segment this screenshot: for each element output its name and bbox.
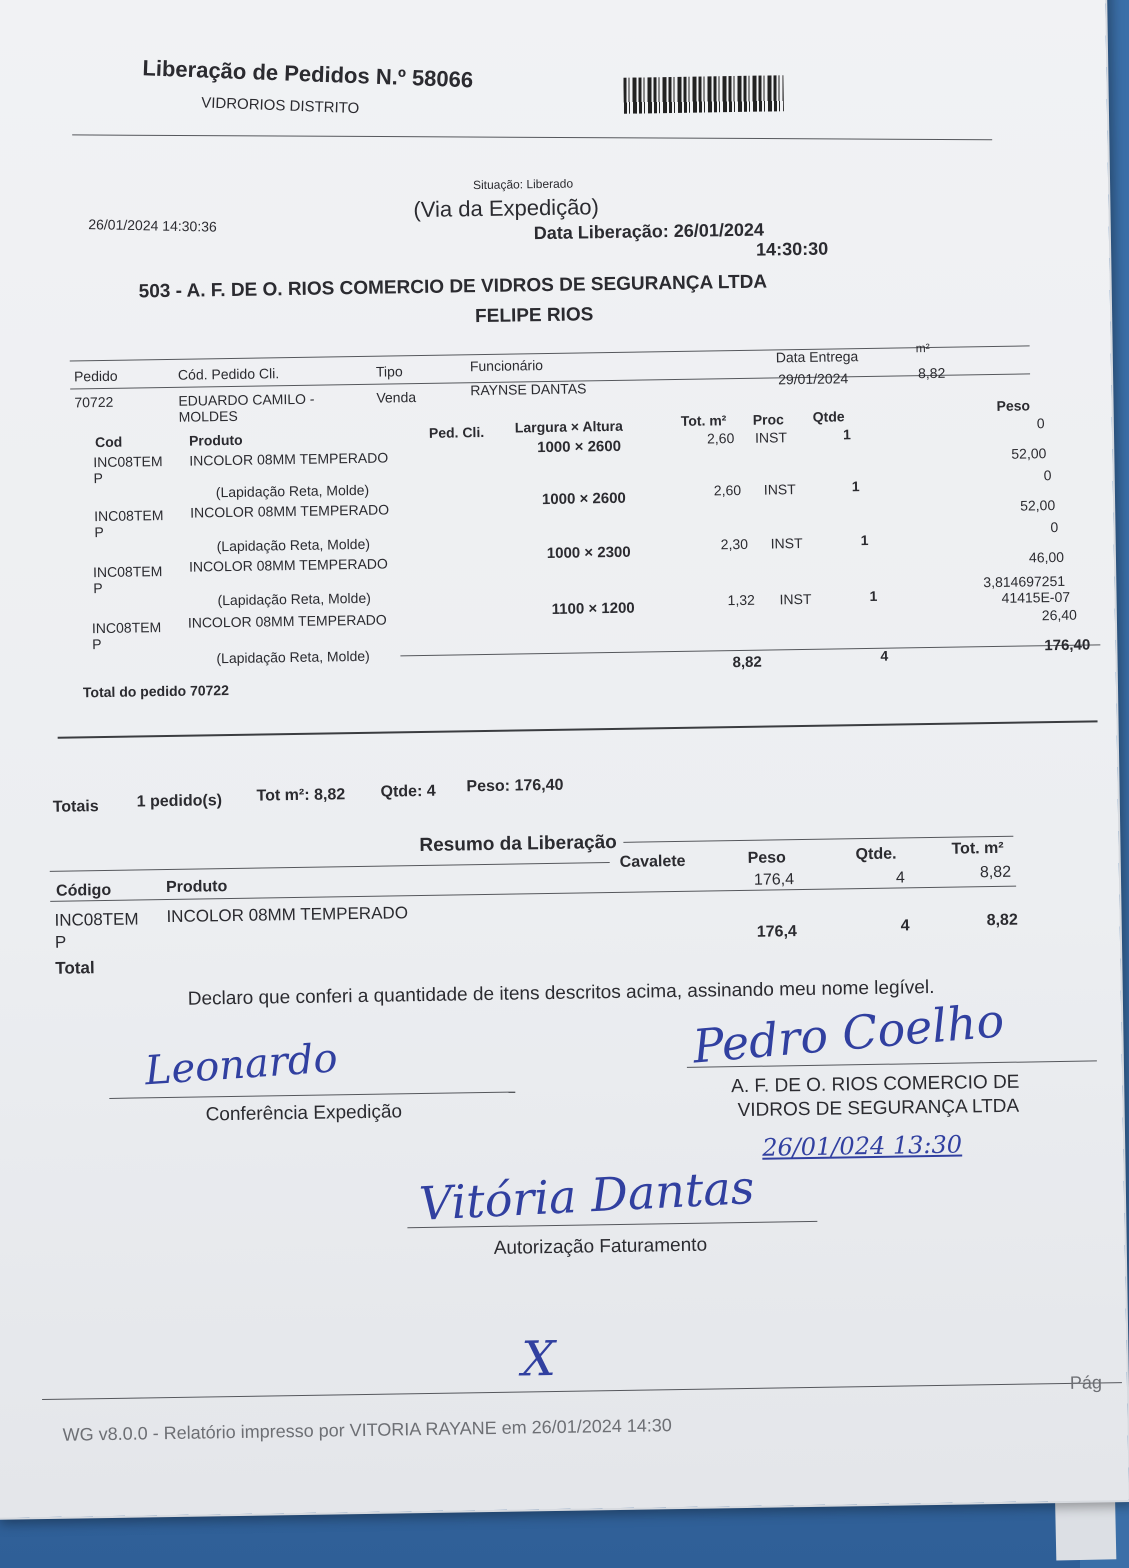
order-total-label: Total do pedido 70722 xyxy=(82,682,230,701)
summary-total-tot-m2: 8,82 xyxy=(986,911,1018,930)
barcode xyxy=(623,75,784,114)
print-timestamp: 26/01/2024 14:30:36 xyxy=(88,216,217,235)
item-code-suffix: P xyxy=(92,636,102,653)
item-peso: 52,00 xyxy=(1020,497,1056,514)
item-code-suffix: P xyxy=(93,579,103,597)
document-title: Liberação de Pedidos N.º 58066 xyxy=(142,55,474,93)
summary-col-codigo: Código xyxy=(55,881,112,900)
summary-col-produto: Produto xyxy=(165,878,228,897)
summary-col-cavalete: Cavalete xyxy=(619,852,686,871)
company-name: VIDRORIOS DISTRITO xyxy=(200,94,360,118)
cliente-label-line1: A. F. DE O. RIOS COMERCIO DE xyxy=(731,1071,1020,1098)
summary-row-code: INC08TEM xyxy=(54,909,139,930)
summary-row-product: INCOLOR 08MM TEMPERADO xyxy=(166,903,409,927)
divider xyxy=(58,720,1098,738)
summary-row-peso: 176,4 xyxy=(753,871,795,889)
col-funcionario: Funcionário xyxy=(469,357,544,375)
totals-weight: Peso: 176,40 xyxy=(466,776,564,796)
item-peso-a-cont: 41415E-07 xyxy=(1001,588,1071,606)
release-time: 14:30:30 xyxy=(755,238,829,260)
items-col-tot-m2: Tot. m² xyxy=(680,412,727,429)
item-dimensions: 1000 × 2600 xyxy=(541,489,626,509)
item-peso: 26,40 xyxy=(1041,606,1078,624)
summary-row-tot-m2: 8,82 xyxy=(979,863,1012,882)
item-qtde: 1 xyxy=(842,426,851,443)
summary-total-qtde: 4 xyxy=(900,917,910,935)
signature-faturamento: Vitória Dantas xyxy=(417,1160,756,1231)
items-col-proc: Proc xyxy=(752,411,784,428)
item-dimensions: 1000 × 2600 xyxy=(537,437,622,457)
item-code: INC08TEM xyxy=(93,453,163,471)
totals-m2: Tot m²: 8,82 xyxy=(256,786,346,805)
item-code: INC08TEM xyxy=(91,619,162,637)
order-total-qtde: 4 xyxy=(880,647,889,664)
items-col-ped-cli: Ped. Cli. xyxy=(428,423,485,441)
status-label: Situação: Liberado xyxy=(472,176,574,193)
summary-col-tot-m2: Tot. m² xyxy=(951,839,1004,858)
item-peso-a: 0 xyxy=(1050,518,1059,536)
item-peso: 52,00 xyxy=(1011,445,1047,462)
cliente-label-line2: VIDROS DE SEGURANÇA LTDA xyxy=(737,1095,1020,1122)
order-type: Venda xyxy=(376,389,417,406)
summary-row-qtde: 4 xyxy=(895,869,906,887)
summary-total-label: Total xyxy=(55,958,95,978)
item-product: INCOLOR 08MM TEMPERADO xyxy=(189,449,389,469)
item-proc: INST xyxy=(770,534,803,552)
item-dimensions: 1100 × 1200 xyxy=(551,599,635,618)
col-cod-pedido-cli: Cód. Pedido Cli. xyxy=(177,365,280,383)
release-date: Data Liberação: 26/01/2024 xyxy=(533,219,765,244)
item-code-suffix: P xyxy=(93,469,104,487)
divider xyxy=(42,1382,1122,1400)
items-col-cod: Cod xyxy=(94,433,123,451)
item-code: INC08TEM xyxy=(92,563,163,581)
footer-printed-by: WG v8.0.0 - Relatório impresso por VITORIA RAYANE em 26/01/2024 14:30 xyxy=(62,1415,672,1445)
item-peso-a: 3,814697251 xyxy=(983,572,1066,591)
totals-label: Totais xyxy=(52,798,99,816)
items-col-produto: Produto xyxy=(188,431,243,449)
item-dimensions: 1000 × 2300 xyxy=(546,543,631,563)
col-data-entrega: Data Entrega xyxy=(775,348,859,366)
divider xyxy=(70,345,1030,361)
conferencia-label: Conferência Expedição xyxy=(205,1101,403,1126)
order-number: 70722 xyxy=(74,393,114,411)
divider xyxy=(72,134,992,140)
item-code: INC08TEM xyxy=(94,507,164,525)
summary-col-qtde: Qtde. xyxy=(855,845,897,864)
signature-cliente: Pedro Coelho xyxy=(690,993,1007,1074)
item-peso-a: 0 xyxy=(1036,415,1045,432)
handwritten-x-mark: X xyxy=(521,1330,557,1388)
order-m2: 8,82 xyxy=(917,364,946,382)
item-proc: INST xyxy=(779,590,812,608)
summary-row-code-suffix: P xyxy=(54,932,67,952)
copy-type: (Via da Expedição) xyxy=(413,194,600,223)
col-m2: m² xyxy=(915,340,930,356)
item-product: INCOLOR 08MM TEMPERADO xyxy=(188,555,388,575)
items-col-peso: Peso xyxy=(996,397,1031,414)
item-proc: INST xyxy=(754,429,788,446)
item-qtde: 1 xyxy=(851,478,860,495)
col-tipo: Tipo xyxy=(375,363,403,380)
order-total-m2: 8,82 xyxy=(732,653,762,672)
item-qtde: 1 xyxy=(860,531,869,549)
item-qtde: 1 xyxy=(869,587,878,604)
item-tot-m2: 2,60 xyxy=(713,481,742,499)
order-employee: RAYNSE DANTAS xyxy=(470,380,587,399)
totals-orders: 1 pedido(s) xyxy=(136,792,223,811)
item-peso-a: 0 xyxy=(1043,467,1052,484)
summary-col-peso: Peso xyxy=(747,849,787,867)
item-tot-m2: 1,32 xyxy=(727,591,755,609)
handwritten-date: 26/01/024 13:30 xyxy=(761,1130,963,1162)
col-pedido: Pedido xyxy=(73,367,118,385)
footer-page: Pág xyxy=(1069,1372,1103,1393)
declaration-text: Declaro que conferi a quantidade de itens descritos acima, assinando meu nome legível. xyxy=(187,976,935,1010)
signature-conferencia: Leonardo xyxy=(143,1035,339,1095)
order-client-ref: EDUARDO CAMILO - xyxy=(178,390,315,409)
customer-name: 503 - A. F. DE O. RIOS COMERCIO DE VIDROS DE SEGURANÇA LTDA xyxy=(138,271,768,303)
order-client-ref-2: MOLDES xyxy=(178,407,238,425)
item-tot-m2: 2,30 xyxy=(720,535,749,553)
order-delivery-date: 29/01/2024 xyxy=(777,370,849,388)
item-peso: 46,00 xyxy=(1028,548,1065,566)
item-obs: (Lapidação Reta, Molde) xyxy=(216,535,371,555)
item-obs: (Lapidação Reta, Molde) xyxy=(215,481,370,501)
divider xyxy=(50,862,610,872)
customer-contact: FELIPE RIOS xyxy=(474,304,594,328)
faturamento-label: Autorização Faturamento xyxy=(493,1234,708,1259)
totals-qtde: Qtde: 4 xyxy=(380,782,436,801)
item-proc: INST xyxy=(763,481,796,498)
item-tot-m2: 2,60 xyxy=(706,430,735,447)
items-col-qtde: Qtde xyxy=(812,408,845,425)
item-obs: (Lapidação Reta, Molde) xyxy=(216,647,370,667)
item-obs: (Lapidação Reta, Molde) xyxy=(217,589,371,609)
summary-title: Resumo da Liberação xyxy=(419,831,617,857)
item-product: INCOLOR 08MM TEMPERADO xyxy=(187,611,387,631)
order-total-peso: 176,40 xyxy=(1044,636,1091,655)
item-code-suffix: P xyxy=(94,523,104,541)
summary-total-peso: 176,4 xyxy=(756,923,797,941)
items-col-dimensions: Largura × Altura xyxy=(514,417,623,436)
item-product: INCOLOR 08MM TEMPERADO xyxy=(190,501,390,521)
